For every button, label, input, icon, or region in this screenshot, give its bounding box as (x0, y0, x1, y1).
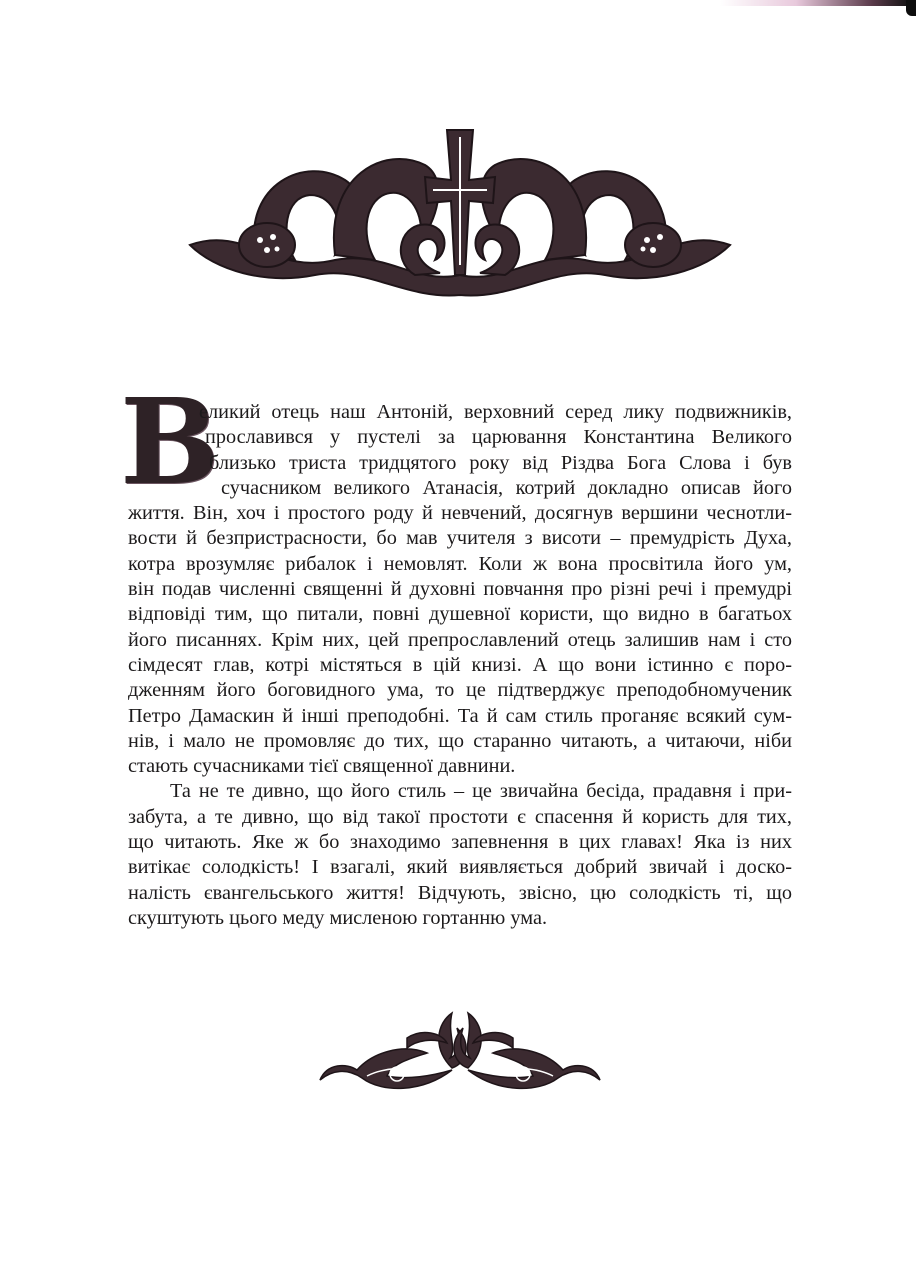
text-line: еликий отець наш Антоній, верховний серед лику подвижників, (199, 401, 792, 423)
text-line: забута, а те дивно, що від такої простоти є спасення й користь для тих, (128, 805, 792, 828)
text-line: він подав численні священні й духовні повчання про різні речі і премудрі (128, 578, 792, 601)
body-text (128, 400, 792, 931)
text-line: життя. Він, хоч і простого роду й невчений, досягнув вершини чеснотли- (128, 502, 792, 525)
text-line: Петро Дамаскин й інші преподобні. Та й сам стиль проганяє всякий сум- (128, 704, 792, 727)
text-line: налість євангельського життя! Відчують, звісно, цю солодкість ті, що (128, 881, 792, 904)
text-line: відповіді тим, що питали, повні душевної користи, що видно в багатьох (128, 603, 792, 626)
text-line: витікає солодкість! І взагалі, який виявляється добрий звичай і доско- (128, 856, 792, 879)
text-line: що читають. Яке ж бо знаходимо запевнення в цих главах! Яка із них (128, 831, 792, 854)
text-line: сучасником великого Атанасія, котрий докладно описав його (221, 476, 792, 499)
scan-edge-shadow (720, 0, 910, 6)
text-line: сімдесят глав, котрі містяться в цій книзі. А що вони істинно є поро- (128, 653, 792, 676)
text-line: прославився у пустелі за царювання Константина Великого (205, 426, 792, 449)
scan-corner-shadow (906, 0, 916, 16)
drop-cap-letter: В (120, 372, 220, 511)
text-line: його писаннях. Крім них, цей препрославлений отець залишив нам і сто (128, 628, 792, 651)
floral-tailpiece-icon (312, 1008, 608, 1104)
text-line: близько триста тридцятого року від Різдва Бога Слова і був (209, 451, 792, 474)
text-line: нів, і мало не промовляє до тих, що старанно читають, а читаючи, ніби (128, 729, 792, 752)
text-line: вости й безпристрасности, бо мав учителя з висоти – премудрість Духа, (128, 527, 792, 550)
text-line: Та не те дивно, що його стиль – це звичайна бесіда, прадавня і при- (170, 780, 792, 803)
text-line: скуштують цього меду мисленою гортанню ума. (128, 906, 548, 929)
cross-headpiece-icon (185, 125, 735, 305)
text-line: дженням його боговидного ума, то це підтверджує преподобномученик (128, 679, 792, 702)
text-line: котра врозумляє рибалок і немовлят. Коли ж вона просвітила його ум, (128, 552, 792, 575)
text-line: стають сучасниками тієї священної давнини. (128, 755, 516, 778)
